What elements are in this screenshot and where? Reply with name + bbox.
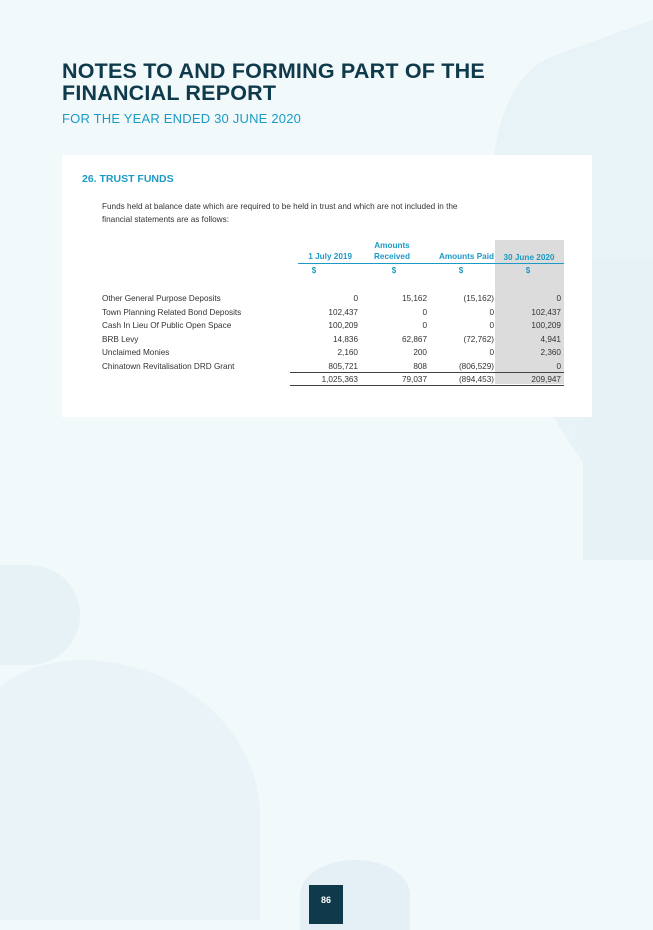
cell-amounts-received: 808 — [413, 361, 427, 371]
cell-amounts-received: 62,867 — [401, 334, 427, 344]
intro-line2: financial statements are as follows: — [102, 215, 229, 224]
row-description: Cash In Lieu Of Public Open Space — [102, 321, 232, 331]
column-header-line2: Received — [374, 252, 410, 261]
total-30-june-2020: 209,947 — [531, 375, 561, 384]
intro-line1: Funds held at balance date which are required to be held in trust and which are not included in the — [102, 202, 458, 211]
total-amounts-received: 79,037 — [401, 375, 427, 384]
table-row — [102, 333, 564, 347]
section-intro — [102, 200, 532, 226]
row-description: Unclaimed Monies — [102, 348, 170, 358]
column-header-line1: Amounts — [374, 241, 410, 250]
cell-amounts-paid: 0 — [489, 321, 494, 331]
row-description: BRB Levy — [102, 334, 139, 344]
cell-30-june-2020: 2,360 — [540, 348, 561, 358]
column-unit: $ — [525, 266, 531, 275]
totals-bottom-rule — [290, 385, 564, 386]
cell-amounts-received: 200 — [413, 348, 427, 358]
total-amounts-paid: (894,453) — [458, 375, 494, 384]
table-row — [102, 306, 564, 320]
cell-30-june-2020: 0 — [556, 361, 561, 371]
cell-amounts-paid: 0 — [489, 307, 494, 317]
cell-1-july-2019: 2,160 — [337, 348, 358, 358]
row-description: Other General Purpose Deposits — [102, 294, 221, 303]
cell-1-july-2019: 0 — [353, 294, 358, 303]
page-title — [62, 60, 582, 104]
row-description: Chinatown Revitalisation DRD Grant — [102, 361, 235, 371]
column-unit: $ — [391, 266, 397, 275]
total-1-july-2019: 1,025,363 — [321, 375, 358, 384]
page-title-line1: NOTES TO AND FORMING PART OF THE — [62, 59, 485, 83]
row-description: Town Planning Related Bond Deposits — [102, 307, 242, 317]
cell-amounts-received: 0 — [422, 321, 427, 331]
cell-30-june-2020: 102,437 — [531, 307, 561, 317]
cell-30-june-2020: 100,209 — [531, 321, 561, 331]
header-rule — [298, 263, 564, 264]
page-subtitle: FOR THE YEAR ENDED 30 JUNE 2020 — [62, 111, 302, 126]
cell-amounts-paid: 0 — [489, 348, 494, 358]
background-shape — [583, 260, 653, 560]
table-row — [102, 292, 564, 306]
column-header-30-june-2020: 30 June 2020 — [503, 253, 555, 262]
background-shape — [0, 565, 80, 665]
column-header-amounts-paid: Amounts Paid — [438, 252, 494, 261]
column-unit: $ — [311, 266, 317, 275]
page-number: 86 — [309, 885, 343, 924]
section-title: 26. TRUST FUNDS — [82, 173, 174, 185]
cell-1-july-2019: 102,437 — [328, 307, 358, 317]
cell-30-june-2020: 0 — [556, 294, 561, 303]
table-row — [102, 346, 564, 360]
cell-30-june-2020: 4,941 — [540, 334, 561, 344]
table-row — [102, 319, 564, 333]
cell-amounts-paid: (806,529) — [458, 361, 494, 371]
trust-funds-table — [102, 292, 564, 374]
background-shape — [0, 660, 260, 920]
page-title-line2: FINANCIAL REPORT — [62, 81, 277, 105]
column-unit: $ — [458, 266, 464, 275]
cell-amounts-paid: (72,762) — [463, 334, 494, 344]
cell-amounts-received: 0 — [422, 307, 427, 317]
cell-1-july-2019: 805,721 — [328, 361, 358, 371]
cell-1-july-2019: 14,836 — [332, 334, 358, 344]
column-header-amounts-received — [367, 240, 417, 262]
cell-amounts-received: 15,162 — [401, 294, 427, 303]
cell-1-july-2019: 100,209 — [328, 321, 358, 331]
cell-amounts-paid: (15,162) — [463, 294, 494, 303]
column-header-1-july-2019: 1 July 2019 — [308, 252, 352, 261]
